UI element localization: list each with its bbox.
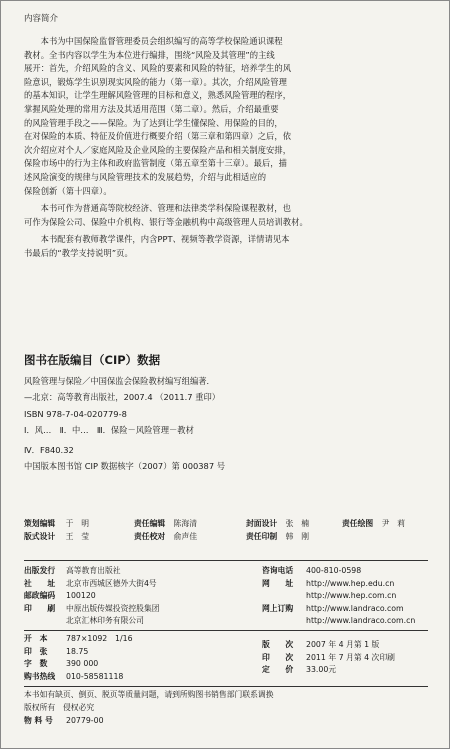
- staff-name: 韩 刚: [285, 532, 310, 541]
- intro-line: 可作为保险公司、保险中介机构、银行等金融机构中高级管理人员培训教材。: [24, 216, 308, 227]
- spec-label: 字 数: [24, 659, 48, 669]
- staff-credit: [342, 518, 405, 531]
- pub-value: 北京汇林印务有限公司: [66, 616, 144, 626]
- cip-class: Ⅳ．F840.32: [24, 445, 74, 455]
- spec-value: 2007 年 4 月第 1 版: [306, 640, 380, 649]
- spec-value: 010-58581118: [66, 671, 124, 681]
- cip-isbn: ISBN 978-7-04-020779-8: [24, 409, 127, 419]
- pub-value: 北京市西城区德外大街4号: [66, 578, 157, 588]
- spec-value: 787×1092 1/16: [66, 634, 133, 643]
- pub-value: 高等教育出版社: [66, 566, 121, 575]
- intro-line: 保险创新（第十四章）。: [24, 185, 112, 196]
- intro-line: 次介绍应对个人／家庭风险及企业风险的主要保险产品和相关制度安排，: [24, 144, 292, 155]
- intro-line: 教材。全书内容以学生为本位进行编排，围绕“风险及其管理”的主线: [24, 49, 275, 60]
- intro-line: 本书可作为普通高等院校经济、管理和法律类学科保险课程教材，也: [40, 203, 292, 214]
- spec-right-block: [262, 639, 395, 677]
- staff-name: 张 楠: [285, 519, 310, 528]
- spec-label: 印 次: [262, 652, 294, 662]
- pub-label: 咨询电话: [262, 566, 294, 575]
- pub-right-block: [262, 565, 415, 628]
- cip-record: 中国版本图书馆 CIP 数据核字（2007）第 000387 号: [24, 461, 226, 471]
- pub-label: 网上订购: [262, 603, 294, 613]
- pub-label: 邮政编码: [24, 591, 56, 601]
- intro-line: 书最后的“教学支持说明”页。: [24, 247, 133, 258]
- pub-value: 中原出版传媒投资控股集团: [66, 603, 160, 613]
- intro-line: 险意识，锻炼学生识别现实风险的能力（第一章）。其次，介绍风险管理: [24, 76, 287, 87]
- spec-label: 版 次: [262, 640, 294, 649]
- phone-number: 400-810-0598: [306, 566, 362, 575]
- intro-line: 展开：首先，介绍风险的含义、风险的要素和风险的特征，培养学生的风: [24, 63, 292, 74]
- staff-label: 责任绘图: [342, 519, 374, 528]
- intro-line: 本书配套有教师教学课件，内含PPT、视频等教学资源，详情请见本: [40, 234, 290, 245]
- staff-label: 策划编辑: [24, 519, 56, 528]
- intro-line: 的风险管理手段之——保险。为了达到让学生懂保险、用保险的目的，: [24, 117, 283, 128]
- staff-credit: [134, 531, 197, 544]
- intro-line: 掌握风险处理的常用方法及其适用范围（第二章）。然后，介绍最重要: [24, 103, 279, 114]
- spec-label: 印 张: [24, 646, 48, 656]
- intro-heading: 内容简介: [24, 14, 59, 24]
- divider: [24, 560, 428, 561]
- intro-body: [24, 35, 428, 261]
- item-number-value: 20779-00: [66, 716, 104, 725]
- intro-line: 保险市场中的行为主体和政府监管制度（第五章至第十三章）。最后，描: [24, 158, 287, 169]
- pub-label: 印 刷: [24, 603, 56, 613]
- cip-line-2: —北京：高等教育出版社，2007.4 （2011.7 重印）: [24, 392, 221, 402]
- pub-left-block: [24, 565, 160, 628]
- quality-notice: 本书如有缺页、倒页、脱页等质量问题，请到所购图书销售部门联系调换: [24, 690, 274, 699]
- staff-name: 尹 莉: [381, 519, 406, 528]
- staff-name: 俞声佳: [173, 532, 198, 541]
- website-link: http://www.hep.edu.cn: [306, 578, 395, 588]
- staff-credit: [134, 518, 197, 531]
- staff-label: 版式设计: [24, 532, 56, 541]
- spec-label: 开 本: [24, 634, 48, 643]
- staff-credit: [24, 518, 89, 531]
- spec-value: 390 000: [66, 659, 99, 669]
- pub-label: 出版发行: [24, 566, 56, 575]
- divider: [24, 686, 428, 687]
- cip-title: 图书在版编目（CIP）数据: [24, 353, 161, 367]
- website-link: http://www.landraco.com.cn: [306, 616, 416, 626]
- cip-subjects: Ⅰ．风… Ⅱ．中… Ⅲ．保险－风险管理－教材: [24, 425, 194, 435]
- staff-name: 于 明: [65, 519, 90, 528]
- staff-name: 王 莹: [65, 532, 90, 541]
- intro-line: 在对保险的本质、特征及价值进行概要介绍（第三章和第四章）之后，依: [24, 131, 292, 142]
- staff-credit: [246, 531, 309, 544]
- intro-line: 述风险演变的规律与风险管理技术的发展趋势，介绍与此相适应的: [24, 171, 267, 182]
- pub-value: 100120: [66, 591, 96, 601]
- copyright-notice: 版权所有 侵权必究: [24, 703, 95, 712]
- staff-label: 责任编辑: [134, 519, 166, 528]
- price-value: 33.00元: [306, 665, 337, 675]
- website-link: http://www.hep.com.cn: [306, 591, 397, 601]
- intro-line: 本书为中国保险监督管理委员会组织编写的高等学校保险通识课程: [40, 36, 283, 46]
- staff-label: 责任印制: [246, 532, 278, 541]
- spec-label: 购书热线: [24, 671, 56, 681]
- spec-label: 定 价: [262, 665, 294, 675]
- spec-value: 18.75: [66, 646, 89, 656]
- staff-name: 陈海清: [173, 519, 198, 528]
- divider: [24, 630, 428, 631]
- pub-label: 网 址: [262, 578, 294, 588]
- item-number-label: 物 料 号: [24, 716, 53, 725]
- pub-label: 社 址: [24, 578, 56, 588]
- intro-line: 的基本知识，让学生理解风险管理的目标和意义，熟悉风险管理的程序，: [24, 90, 292, 101]
- website-link: http://www.landraco.com: [306, 603, 404, 613]
- staff-label: 责任校对: [134, 532, 166, 541]
- staff-credit: [246, 518, 309, 531]
- spec-left-block: [24, 633, 133, 683]
- staff-credit: [24, 531, 89, 544]
- staff-label: 封面设计: [246, 519, 278, 528]
- spec-value: 2011 年 7 月第 4 次印刷: [306, 652, 395, 662]
- cip-line-1: 风险管理与保险／中国保监会保险教材编写组编著．: [24, 376, 215, 386]
- item-number: [24, 715, 104, 728]
